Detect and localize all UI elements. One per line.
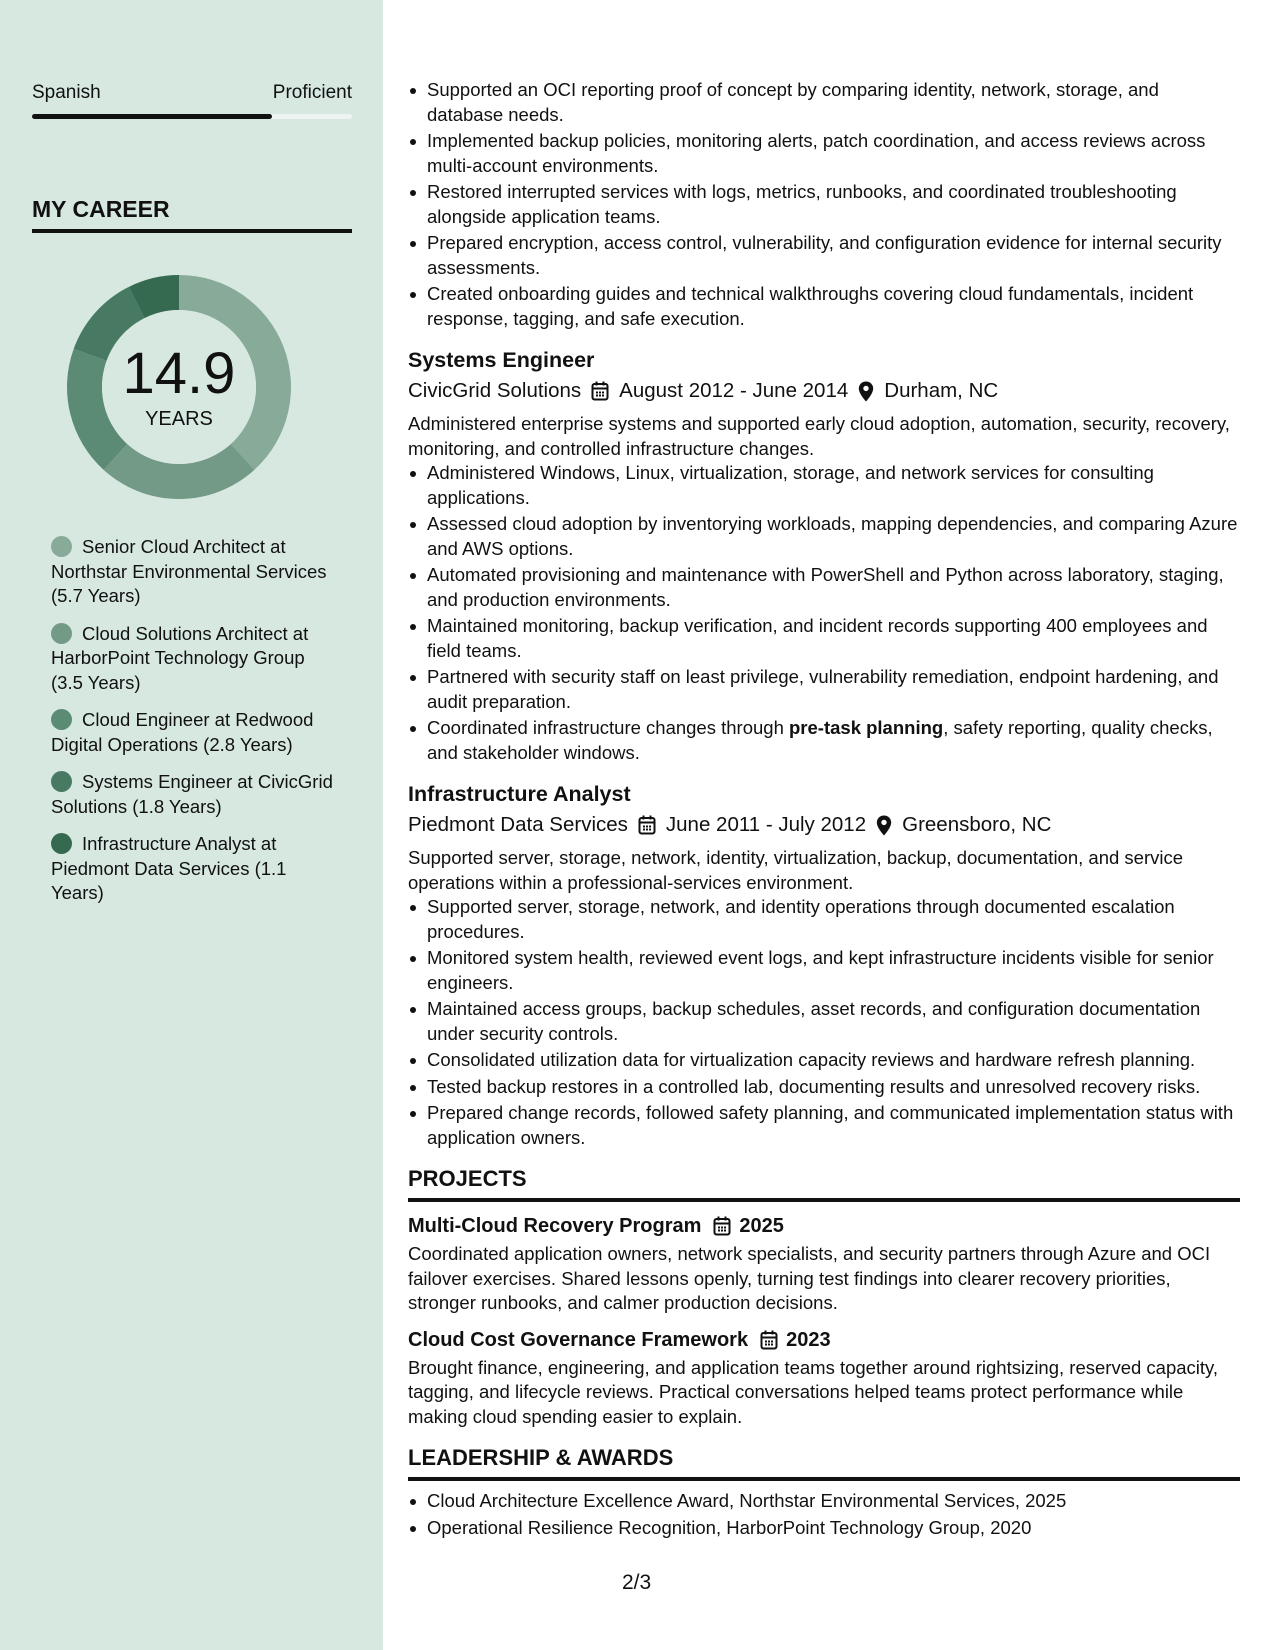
legend-text: Cloud Engineer at Redwood Digital Operations (2.8 Years) <box>51 709 314 755</box>
bullet-item: Assessed cloud adoption by inventorying workloads, mapping dependencies, and comparing Azure and AWS options. <box>408 512 1240 561</box>
legend-text: Systems Engineer at CivicGrid Solutions (1.8 Years) <box>51 771 333 817</box>
project-year: 2025 <box>739 1215 784 1237</box>
awards-heading: LEADERSHIP & AWARDS <box>408 1443 1240 1481</box>
project-item <box>408 1326 1240 1430</box>
language-name: Spanish <box>32 82 101 103</box>
job-title: Infrastructure Analyst <box>408 782 631 806</box>
continued-bullet-list <box>408 78 1240 331</box>
legend-dot-icon <box>51 771 72 792</box>
project-title-row <box>408 1212 1240 1240</box>
job-description: Administered enterprise systems and supported early cloud adoption, automation, security, recovery, monitoring, and controlled infrastructure changes. <box>408 413 1230 459</box>
job-bullet-list <box>408 895 1240 1150</box>
bullet-item: Operational Resilience Recognition, HarborPoint Technology Group, 2020 <box>408 1516 1240 1541</box>
legend-item <box>51 832 341 906</box>
legend-text: Cloud Solutions Architect at HarborPoint Technology Group (3.5 Years) <box>51 622 309 693</box>
bullet-emphasis: pre-task planning <box>789 717 944 738</box>
years-label: YEARS <box>145 408 213 430</box>
bullet-item: Partnered with security staff on least privilege, vulnerability remediation, endpoint hardening, and audit preparation. <box>408 665 1240 714</box>
job-title: Systems Engineer <box>408 348 595 372</box>
job-bullet-list <box>408 461 1240 765</box>
bullet-item <box>408 716 1240 765</box>
bullet-item: Supported server, storage, network, and identity operations through documented escalation procedures. <box>408 895 1240 944</box>
bullet-item: Monitored system health, reviewed event logs, and kept infrastructure incidents visible for senior engineers. <box>408 946 1240 995</box>
legend-dot-icon <box>51 623 72 644</box>
legend-item <box>51 622 341 696</box>
job-infrastructure-analyst <box>408 779 1240 1150</box>
bullet-text: Coordinated infrastructure changes through <box>427 717 789 738</box>
language-level: Proficient <box>272 82 352 103</box>
bullet-item: Supported an OCI reporting proof of concept by comparing identity, network, storage, and database needs. <box>408 78 1240 127</box>
legend-text: Infrastructure Analyst at Piedmont Data Services (1.1 Years) <box>51 833 287 903</box>
project-title-row <box>408 1326 1240 1354</box>
legend-item <box>51 535 341 609</box>
legend-item <box>51 770 341 819</box>
career-heading: MY CAREER <box>32 196 352 233</box>
legend-text: Senior Cloud Architect at Northstar Environmental Services (5.7 Years) <box>51 536 327 606</box>
legend-dot-icon <box>51 833 72 854</box>
bullet-item: Administered Windows, Linux, virtualization, storage, and network services for consulting applications. <box>408 461 1240 510</box>
project-description: Brought finance, engineering, and application teams together around rightsizing, reserved capacity, tagging, and lifecycle reviews. Practical conversations helped teams protect performance while making cloud spending easier to explain. <box>408 1356 1219 1427</box>
job-systems-engineer <box>408 345 1240 765</box>
bullet-item: Cloud Architecture Excellence Award, Northstar Environmental Services, 2025 <box>408 1489 1240 1514</box>
projects-heading: PROJECTS <box>408 1164 1240 1202</box>
total-years: 14.9 <box>122 341 236 406</box>
bullet-item: Maintained access groups, backup schedules, asset records, and configuration documentation under security controls. <box>408 997 1240 1046</box>
job-location: Durham, NC <box>884 379 999 402</box>
job-dates: August 2012 - June 2014 <box>619 379 849 402</box>
project-title: Cloud Cost Governance Framework <box>408 1328 749 1351</box>
bullet-item: Consolidated utilization data for virtualization capacity reviews and hardware refresh planning. <box>408 1048 1240 1073</box>
project-description: Coordinated application owners, network specialists, and security partners through Azure and OCI failover exercises. Shared lessons openly, turning test findings into clearer recovery priorities, stronger runbooks, and calmer production decisions. <box>408 1243 1211 1313</box>
map-pin-icon <box>858 381 874 402</box>
job-company: Piedmont Data Services <box>408 813 628 836</box>
bullet-item: Tested backup restores in a controlled lab, documenting results and unresolved recovery risks. <box>408 1075 1240 1100</box>
language-proficiency-fill <box>32 114 272 119</box>
job-meta <box>408 377 1240 405</box>
bullet-item: Created onboarding guides and technical walkthroughs covering cloud fundamentals, incident response, tagging, and safe execution. <box>408 282 1240 331</box>
page-number: 2/3 <box>622 1571 652 1594</box>
calendar-icon <box>638 815 656 835</box>
job-dates: June 2011 - July 2012 <box>665 813 867 836</box>
project-item <box>408 1212 1240 1316</box>
calendar-icon <box>760 1330 778 1350</box>
calendar-icon <box>713 1216 731 1236</box>
bullet-item: Automated provisioning and maintenance with PowerShell and Python across laboratory, staging, and production environments. <box>408 563 1240 612</box>
bullet-item: Maintained monitoring, backup verification, and incident records supporting 400 employees and field teams. <box>408 614 1240 663</box>
bullet-text: , safety reporting, quality checks, and stakeholder windows. <box>427 717 1213 763</box>
job-location: Greensboro, NC <box>902 813 1052 836</box>
map-pin-icon <box>876 815 892 836</box>
calendar-icon <box>591 381 609 401</box>
legend-dot-icon <box>51 709 72 730</box>
project-title: Multi-Cloud Recovery Program <box>408 1215 702 1237</box>
language-proficiency-bar <box>32 114 352 119</box>
main-content <box>408 78 1240 1542</box>
job-meta <box>408 811 1240 839</box>
awards-list <box>408 1489 1240 1540</box>
sidebar <box>0 0 383 1650</box>
bullet-item: Prepared encryption, access control, vulnerability, and configuration evidence for internal security assessments. <box>408 231 1240 280</box>
project-year: 2023 <box>786 1328 831 1351</box>
bullet-item: Restored interrupted services with logs, metrics, runbooks, and coordinated troubleshooting alongside application teams. <box>408 180 1240 229</box>
legend-item <box>51 708 341 757</box>
language-row <box>32 82 352 104</box>
career-legend <box>51 535 341 919</box>
job-description: Supported server, storage, network, identity, virtualization, backup, documentation, and service operations within a professional-services environment. <box>408 847 1184 893</box>
bullet-item: Prepared change records, followed safety planning, and communicated implementation status with application owners. <box>408 1101 1240 1150</box>
bullet-item: Implemented backup policies, monitoring alerts, patch coordination, and access reviews across multi-account environments. <box>408 129 1240 178</box>
job-company: CivicGrid Solutions <box>408 379 582 402</box>
legend-dot-icon <box>51 536 72 557</box>
